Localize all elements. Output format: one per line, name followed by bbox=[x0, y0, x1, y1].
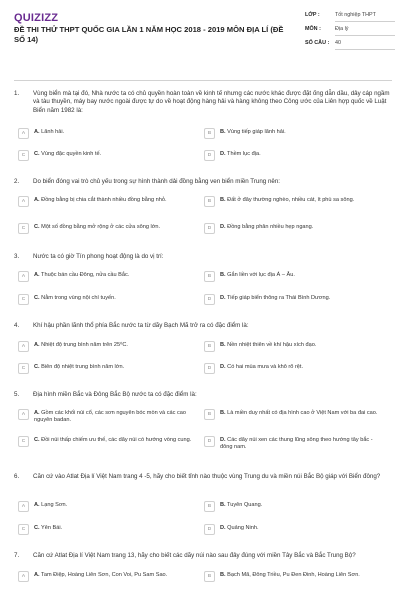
option-letter-box: B bbox=[204, 341, 215, 352]
option-text: Vùng tiếp giáp lãnh hải. bbox=[227, 129, 286, 135]
question-text: Vùng biển mà tại đó, Nhà nước ta có chủ quyền hoàn toàn về kinh tế nhưng các nước khác được đặt ống dẫn dầu, dây cáp ngầm và tàu thuyền, máy bay nước ngoài được tự do về hoạt động hàng hải và hàng không theo Công ước của Liên hợp quốc về Luật Biển năm 1982 là: bbox=[33, 90, 390, 114]
option-a[interactable]: A A. Thuộc bán cầu Đông, nửa cầu Bắc. bbox=[18, 272, 194, 282]
header-divider bbox=[14, 80, 392, 81]
option-text: Các dãy núi xen các thung lũng sông theo hướng tây bắc - đông nam. bbox=[220, 437, 373, 451]
option-text: Gồm các khối núi cổ, các sơn nguyên bóc mòn và các cao nguyên badan. bbox=[34, 410, 186, 424]
option-letter-box: A bbox=[18, 501, 29, 512]
option-c[interactable]: C C. Một số đồng bằng mở rộng ở các cửa sông lớn. bbox=[18, 224, 194, 234]
option-letter-box: C bbox=[18, 150, 29, 161]
meta-subject bbox=[305, 26, 395, 40]
option-d[interactable]: D D. Quảng Ninh. bbox=[204, 525, 380, 535]
option-letter-box: C bbox=[18, 294, 29, 305]
option-letter-box: B bbox=[204, 409, 215, 420]
option-text: Thuộc bán cầu Đông, nửa cầu Bắc. bbox=[41, 272, 130, 278]
question-1 bbox=[14, 90, 392, 115]
question-text: Khí hậu phần lãnh thổ phía Bắc nước ta từ dãy Bạch Mã trở ra có đặc điểm là: bbox=[33, 322, 249, 329]
option-letter-box: A bbox=[18, 341, 29, 352]
option-d[interactable]: D D. Thềm lục địa. bbox=[204, 151, 380, 161]
option-c[interactable]: C C. Vùng đặc quyền kinh tế. bbox=[18, 151, 194, 161]
option-text: Đồng bằng bị chia cắt thành nhiều đồng bằng nhỏ. bbox=[41, 197, 167, 203]
option-letter-box: C bbox=[18, 436, 29, 447]
option-c[interactable]: C C. Đồi núi thấp chiếm ưu thế, các dãy núi có hướng vòng cung. bbox=[18, 437, 194, 447]
option-a[interactable]: A A. Gồm các khối núi cổ, các sơn nguyên bóc mòn và các cao nguyên badan. bbox=[18, 410, 194, 425]
question-number: 6. bbox=[14, 473, 20, 480]
meta-subject-key: MÔN : bbox=[305, 26, 321, 32]
question-text: Do biển đóng vai trò chủ yếu trong sự hình thành dải đồng bằng ven biển miền Trung nên: bbox=[33, 178, 281, 185]
option-text: Nền nhiệt thiên về khí hậu xích đạo. bbox=[227, 342, 317, 348]
option-c[interactable]: C C. Biên độ nhiệt trung bình năm lớn. bbox=[18, 364, 194, 374]
option-letter-box: D bbox=[204, 150, 215, 161]
option-text: Tam Điệp, Hoàng Liên Sơn, Con Voi, Pu Sam Sao. bbox=[41, 572, 168, 578]
meta-panel bbox=[305, 12, 395, 54]
option-text: Bạch Mã, Đông Triều, Pu Đen Đinh, Hoàng Liên Sơn. bbox=[227, 572, 360, 578]
option-text: Là miền duy nhất có địa hình cao ở Việt Nam với ba đai cao. bbox=[227, 410, 378, 416]
option-text: Vùng đặc quyền kinh tế. bbox=[41, 151, 102, 157]
question-7 bbox=[14, 552, 392, 560]
question-text: Nước ta có giờ Tín phong hoạt động là do vị trí: bbox=[33, 253, 164, 260]
option-letter-box: C bbox=[18, 363, 29, 374]
option-c[interactable]: C C. Nằm trong vùng nội chí tuyến. bbox=[18, 295, 194, 305]
option-text: Đất ở đây thường nghèo, nhiều cát, ít phù sa sông. bbox=[227, 197, 355, 203]
question-number: 5. bbox=[14, 391, 20, 398]
option-d[interactable]: D D. Các dãy núi xen các thung lũng sông theo hướng tây bắc - đông nam. bbox=[204, 437, 380, 452]
option-letter-box: B bbox=[204, 196, 215, 207]
question-number: 4. bbox=[14, 322, 20, 329]
option-letter-box: D bbox=[204, 363, 215, 374]
question-4 bbox=[14, 322, 392, 330]
option-d[interactable]: D D. Tiếp giáp biển thông ra Thái Bình Dương. bbox=[204, 295, 380, 305]
question-5 bbox=[14, 391, 392, 399]
option-text: Có hai mùa mưa và khô rõ rệt. bbox=[227, 364, 304, 370]
option-letter-box: D bbox=[204, 294, 215, 305]
option-letter-box: B bbox=[204, 271, 215, 282]
question-number: 1. bbox=[14, 90, 20, 97]
option-text: Quảng Ninh. bbox=[227, 525, 259, 531]
option-letter-box: D bbox=[204, 436, 215, 447]
option-c[interactable]: C C. Yên Bái. bbox=[18, 525, 194, 535]
option-text: Nằm trong vùng nội chí tuyến. bbox=[41, 295, 116, 301]
question-number: 7. bbox=[14, 552, 20, 559]
option-b[interactable]: B B. Vùng tiếp giáp lãnh hải. bbox=[204, 129, 380, 139]
option-letter-box: D bbox=[204, 223, 215, 234]
option-text: Thềm lục địa. bbox=[227, 151, 261, 157]
option-a[interactable]: A A. Nhiệt độ trung bình năm trên 25⁰C. bbox=[18, 342, 194, 352]
question-number: 3. bbox=[14, 253, 20, 260]
meta-count bbox=[305, 40, 395, 54]
option-text: Gắn liền với lục địa Á – Âu. bbox=[227, 272, 295, 278]
option-letter-box: B bbox=[204, 501, 215, 512]
option-letter-box: C bbox=[18, 223, 29, 234]
meta-class-key: LỚP : bbox=[305, 12, 320, 18]
quizizz-logo: QUIZIZZ bbox=[14, 12, 59, 24]
option-letter-box: B bbox=[204, 128, 215, 139]
option-letter-box: A bbox=[18, 571, 29, 582]
option-text: Nhiệt độ trung bình năm trên 25⁰C. bbox=[41, 342, 128, 348]
option-b[interactable]: B B. Nền nhiệt thiên về khí hậu xích đạo. bbox=[204, 342, 380, 352]
meta-class-value: Tốt nghiệp THPT bbox=[335, 12, 395, 22]
question-3 bbox=[14, 253, 392, 261]
option-letter-box: A bbox=[18, 409, 29, 420]
option-letter-box: A bbox=[18, 128, 29, 139]
question-text: Địa hình miền Bắc và Đông Bắc Bộ nước ta có đặc điểm là: bbox=[33, 391, 197, 398]
option-letter-box: A bbox=[18, 271, 29, 282]
question-text: Căn cứ vào Atlat Địa lí Việt Nam trang 4 -5, hãy cho biết tỉnh nào thuộc vùng Trung du và miền núi Bắc Bộ giáp với Biển đông? bbox=[33, 473, 381, 480]
option-letter-box: B bbox=[204, 571, 215, 582]
option-text: Tiếp giáp biển thông ra Thái Bình Dương. bbox=[227, 295, 331, 301]
option-a[interactable]: A A. Lạng Sơn. bbox=[18, 502, 194, 512]
option-text: Đồi núi thấp chiếm ưu thế, các dãy núi có hướng vòng cung. bbox=[41, 437, 192, 443]
page-title: ĐỀ THI THỬ THPT QUỐC GIA LẦN 1 NĂM HỌC 2018 - 2019 MÔN ĐỊA LÍ (ĐỀ SỐ 14) bbox=[14, 25, 284, 44]
option-text: Một số đồng bằng mở rộng ở các cửa sông lớn. bbox=[41, 224, 161, 230]
option-d[interactable]: D D. Đồng bằng phân nhiều hẹp ngang. bbox=[204, 224, 380, 234]
question-text: Căn cứ Atlat Địa lí Việt Nam trang 13, hãy cho biết các dãy núi nào sau đây đúng với miền Tây Bắc và Bắc Trung Bộ? bbox=[33, 552, 356, 559]
option-b[interactable]: B B. Đất ở đây thường nghèo, nhiều cát, ít phù sa sông. bbox=[204, 197, 380, 207]
question-2 bbox=[14, 178, 392, 186]
meta-subject-value: Địa lý bbox=[335, 26, 395, 36]
option-a[interactable]: A A. Đồng bằng bị chia cắt thành nhiều đồng bằng nhỏ. bbox=[18, 197, 194, 207]
option-letter-box: D bbox=[204, 524, 215, 535]
question-number: 2. bbox=[14, 178, 20, 185]
option-b[interactable]: B B. Gắn liền với lục địa Á – Âu. bbox=[204, 272, 380, 282]
option-d[interactable]: D D. Có hai mùa mưa và khô rõ rệt. bbox=[204, 364, 380, 374]
option-text: Lãnh hải. bbox=[41, 129, 65, 135]
option-text: Tuyên Quang. bbox=[227, 502, 263, 508]
option-a[interactable]: A A. Tam Điệp, Hoàng Liên Sơn, Con Voi, Pu Sam Sao. bbox=[18, 572, 194, 582]
option-b[interactable]: B B. Là miền duy nhất có địa hình cao ở Việt Nam với ba đai cao. bbox=[204, 410, 380, 420]
option-text: Yên Bái. bbox=[41, 525, 63, 531]
option-b[interactable]: B B. Tuyên Quang. bbox=[204, 502, 380, 512]
option-text: Đồng bằng phân nhiều hẹp ngang. bbox=[227, 224, 314, 230]
option-letter-box: A bbox=[18, 196, 29, 207]
option-letter-box: C bbox=[18, 524, 29, 535]
option-text: Biên độ nhiệt trung bình năm lớn. bbox=[41, 364, 125, 370]
meta-count-value: 40 bbox=[335, 40, 395, 50]
meta-count-key: SỐ CÂU : bbox=[305, 40, 330, 46]
option-text: Lạng Sơn. bbox=[41, 502, 68, 508]
question-6 bbox=[14, 473, 392, 481]
meta-class bbox=[305, 12, 395, 26]
option-a[interactable]: A A. Lãnh hải. bbox=[18, 129, 194, 139]
option-b[interactable]: B B. Bạch Mã, Đông Triều, Pu Đen Đinh, Hoàng Liên Sơn. bbox=[204, 572, 380, 582]
